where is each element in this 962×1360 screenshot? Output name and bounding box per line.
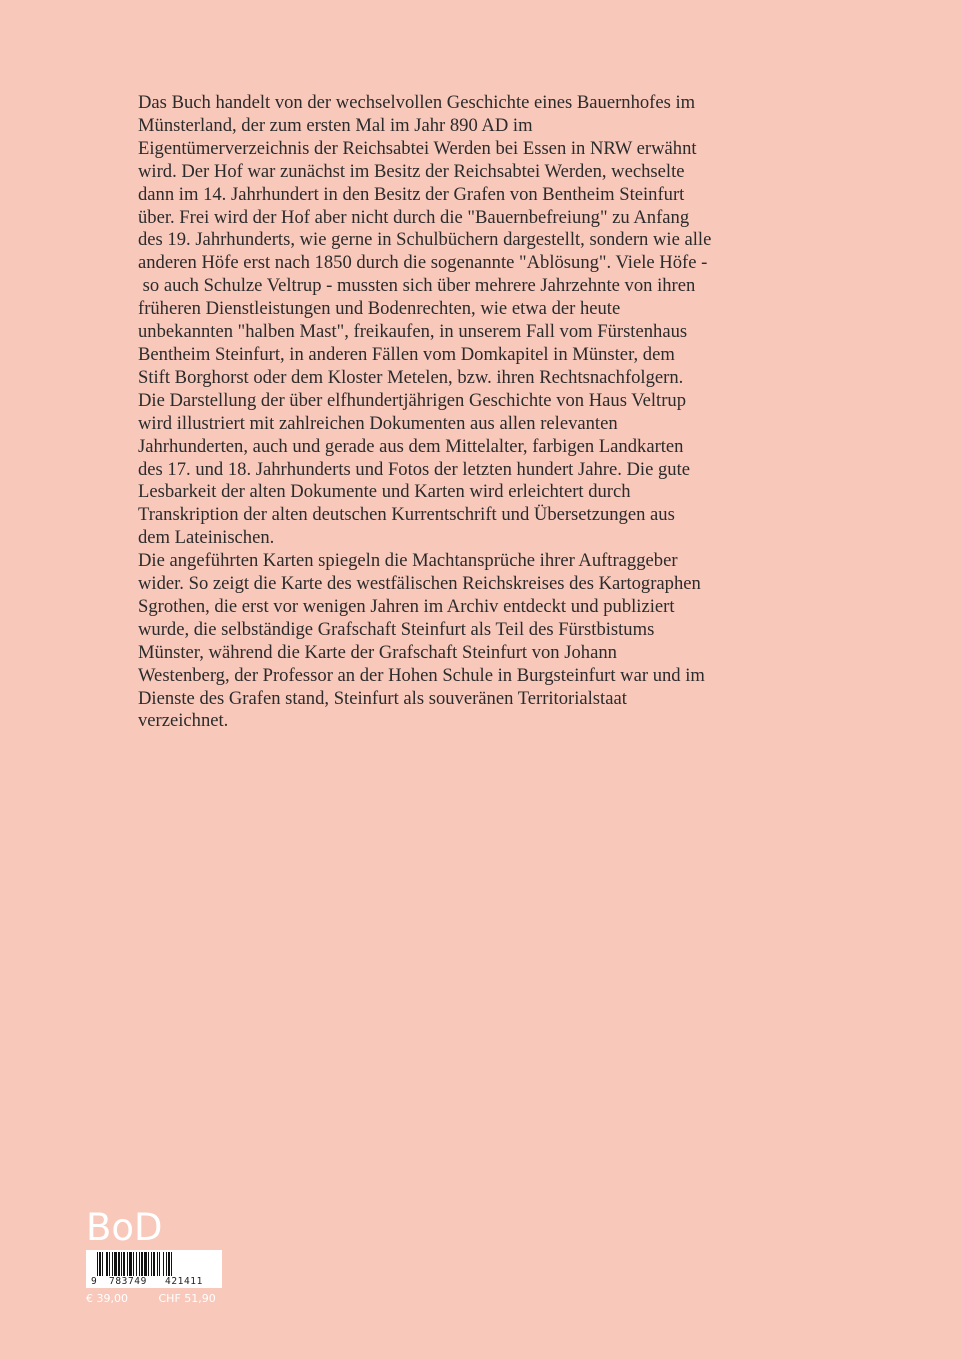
blurb-line: wird. Der Hof war zunächst im Besitz der Reichsabtei Werden, wechselte [138,160,685,182]
blurb-line: dem Lateinischen. [138,527,275,549]
barcode-bar [157,1252,158,1276]
blurb-line: Transkription der alten deutschen Kurrentschrift und Übersetzungen aus [138,504,675,526]
barcode-bar [127,1252,128,1276]
blurb-line: Dienste des Grafen stand, Steinfurt als souveränen Territorialstaat [138,687,627,709]
blurb-line: wider. So zeigt die Karte des westfälischen Reichskreises des Kartographen [138,573,701,595]
barcode-bar [166,1252,167,1276]
blurb-line: Lesbarkeit der alten Dokumente und Karten wird erleichtert durch [138,481,631,503]
barcode-bar [129,1252,132,1276]
barcode-bar [99,1252,101,1276]
blurb-line: des 19. Jahrhunderts, wie gerne in Schulbüchern dargestellt, sondern wie alle [138,229,712,251]
barcode-bar [168,1252,170,1276]
blurb-line: Die angeführten Karten spiegeln die Machtansprüche ihrer Auftraggeber [138,550,678,572]
barcode-bar [118,1252,120,1276]
prices [86,1292,216,1306]
blurb-line: anderen Höfe erst nach 1850 durch die sogenannte "Ablösung". Viele Höfe - [138,252,708,274]
barcode-bar [153,1252,155,1276]
blurb-line: wird illustriert mit zahlreichen Dokumenten aus allen relevanten [138,412,618,434]
blurb-line: des 17. und 18. Jahrhunderts und Fotos der letzten hundert Jahre. Die gute [138,458,691,480]
blurb-line: Sgrothen, die erst vor wenigen Jahren im Archiv entdeckt und publiziert [138,595,675,617]
blurb-line: Eigentümerverzeichnis der Reichsabtei Werden bei Essen in NRW erwähnt [138,137,697,159]
price-eur: € 39,00 [86,1292,128,1305]
barcode-bar [102,1252,103,1276]
blurb-line: Münsterland, der zum ersten Mal im Jahr 890 AD im [138,114,533,136]
barcode-digit-group-2: 421411 [165,1276,203,1287]
barcode-lead-digit: 9 [91,1276,97,1287]
barcode-bar [123,1252,125,1276]
barcode-bar [163,1252,164,1276]
blurb-line: Das Buch handelt von der wechselvollen Geschichte eines Bauernhofes im [138,92,696,113]
barcode-bar [151,1252,152,1276]
barcode-bar [171,1252,172,1276]
barcode-digits [89,1276,221,1287]
barcode-bar [114,1252,117,1276]
bod-logo: BoD [86,1206,163,1249]
barcode-bar [136,1252,137,1276]
barcode-bar [148,1252,149,1276]
blurb-line: Münster, während die Karte der Grafschaft Steinfurt von Johann [138,641,617,663]
barcode-bar [106,1252,108,1276]
barcode-bar [121,1252,122,1276]
barcode-bar [109,1252,110,1276]
blurb-line: Die Darstellung der über elfhundertjährigen Geschichte von Haus Veltrup [138,389,686,411]
barcode-bar [112,1252,113,1276]
blurb-line: über. Frei wird der Hof aber nicht durch die "Bauernbefreiung" zu Anfang [138,206,690,228]
isbn-barcode [86,1250,222,1288]
blurb-line: wurde, die selbständige Grafschaft Steinfurt als Teil des Fürstbistums [138,618,655,640]
barcode-bar [133,1252,134,1276]
blurb-line: verzeichnet. [138,710,229,732]
blurb-line: so auch Schulze Veltrup - mussten sich über mehrere Jahrzehnte von ihren [138,275,696,297]
blurb-line: unbekannten "halben Mast", freikaufen, in unserem Fall vom Fürstenhaus [138,321,688,343]
blurb-line: Stift Borghorst oder dem Kloster Metelen, bzw. ihren Rechtsnachfolgern. [138,366,684,388]
barcode-bar [139,1252,140,1276]
blurb-line: dann im 14. Jahrhundert in den Besitz der Grafen von Bentheim Steinfurt [138,183,685,205]
blurb-line: Bentheim Steinfurt, in anderen Fällen vom Domkapitel in Münster, dem [138,343,675,365]
price-chf: CHF 51,90 [158,1292,216,1305]
barcode-bars-icon [89,1252,219,1276]
blurb-line: früheren Dienstleistungen und Bodenrechten, wie etwa der heute [138,298,621,320]
barcode-bar [144,1252,147,1276]
barcode-bar [97,1252,98,1276]
blurb-line: Westenberg, der Professor an der Hohen Schule in Burgsteinfurt war und im [138,664,705,686]
barcode-digit-group-1: 783749 [109,1276,147,1287]
barcode-bar [159,1252,160,1276]
barcode-bar [141,1252,143,1276]
back-cover-blurb [138,92,798,733]
blurb-line: Jahrhunderten, auch und gerade aus dem Mittelalter, farbigen Landkarten [138,435,684,457]
